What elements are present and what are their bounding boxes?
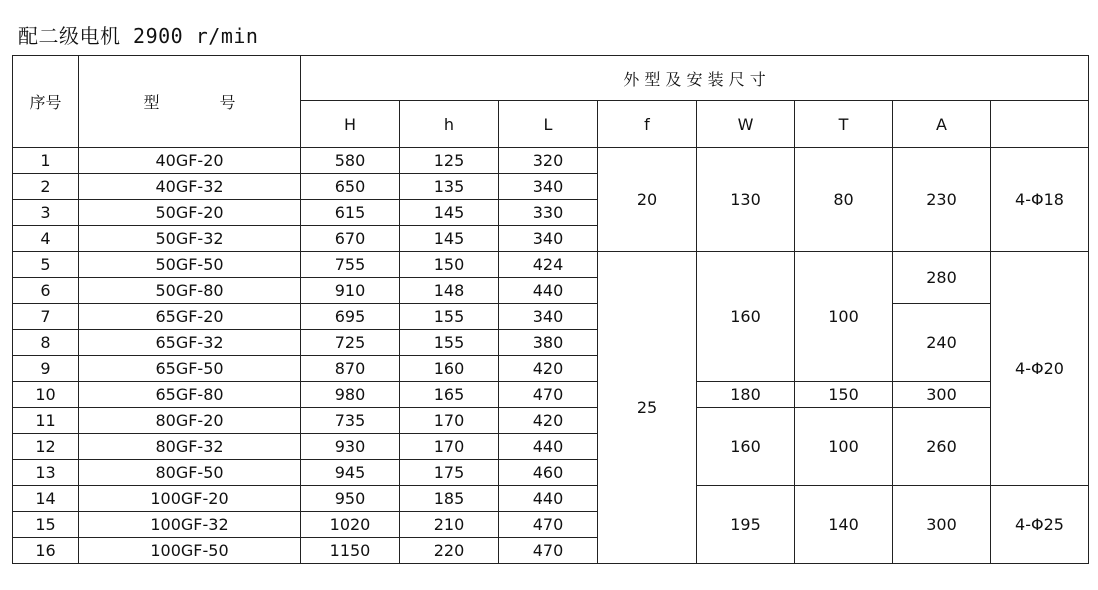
cell-A: 300 bbox=[893, 382, 991, 408]
cell-h: 145 bbox=[400, 200, 499, 226]
cell-seq: 7 bbox=[13, 304, 79, 330]
cell-model: 65GF-80 bbox=[79, 382, 301, 408]
header-col-H: H bbox=[301, 101, 400, 148]
table-row bbox=[13, 382, 1089, 408]
cell-f: 25 bbox=[598, 252, 697, 564]
cell-A: 230 bbox=[893, 148, 991, 252]
cell-W: 160 bbox=[697, 408, 795, 486]
cell-model: 40GF-32 bbox=[79, 174, 301, 200]
cell-H: 870 bbox=[301, 356, 400, 382]
cell-model: 80GF-20 bbox=[79, 408, 301, 434]
header-col-W: W bbox=[697, 101, 795, 148]
header-seq: 序号 bbox=[13, 56, 79, 148]
cell-H: 980 bbox=[301, 382, 400, 408]
header-dimensions-group: 外 型 及 安 装 尺 寸 bbox=[301, 56, 1089, 101]
cell-h: 165 bbox=[400, 382, 499, 408]
cell-seq: 2 bbox=[13, 174, 79, 200]
cell-seq: 12 bbox=[13, 434, 79, 460]
cell-L: 440 bbox=[499, 486, 598, 512]
cell-h: 185 bbox=[400, 486, 499, 512]
cell-L: 424 bbox=[499, 252, 598, 278]
cell-L: 470 bbox=[499, 512, 598, 538]
cell-model: 40GF-20 bbox=[79, 148, 301, 174]
cell-seq: 11 bbox=[13, 408, 79, 434]
table-row bbox=[13, 252, 1089, 278]
cell-seq: 8 bbox=[13, 330, 79, 356]
cell-L: 380 bbox=[499, 330, 598, 356]
cell-H: 725 bbox=[301, 330, 400, 356]
cell-seq: 9 bbox=[13, 356, 79, 382]
cell-h: 220 bbox=[400, 538, 499, 564]
table-row bbox=[13, 148, 1089, 174]
cell-H: 755 bbox=[301, 252, 400, 278]
cell-h: 150 bbox=[400, 252, 499, 278]
header-col-L: L bbox=[499, 101, 598, 148]
cell-seq: 14 bbox=[13, 486, 79, 512]
cell-h: 135 bbox=[400, 174, 499, 200]
cell-h: 170 bbox=[400, 408, 499, 434]
cell-H: 580 bbox=[301, 148, 400, 174]
cell-L: 460 bbox=[499, 460, 598, 486]
cell-T: 100 bbox=[795, 252, 893, 382]
cell-A: 300 bbox=[893, 486, 991, 564]
cell-model: 65GF-32 bbox=[79, 330, 301, 356]
cell-L: 320 bbox=[499, 148, 598, 174]
cell-model: 50GF-80 bbox=[79, 278, 301, 304]
cell-H: 1150 bbox=[301, 538, 400, 564]
cell-L: 340 bbox=[499, 304, 598, 330]
header-col-bolt bbox=[991, 101, 1089, 148]
cell-L: 330 bbox=[499, 200, 598, 226]
cell-L: 440 bbox=[499, 278, 598, 304]
cell-L: 420 bbox=[499, 356, 598, 382]
cell-L: 470 bbox=[499, 382, 598, 408]
cell-model: 50GF-20 bbox=[79, 200, 301, 226]
table-row bbox=[13, 304, 1089, 330]
cell-H: 650 bbox=[301, 174, 400, 200]
table-row bbox=[13, 486, 1089, 512]
cell-H: 1020 bbox=[301, 512, 400, 538]
cell-H: 950 bbox=[301, 486, 400, 512]
cell-H: 615 bbox=[301, 200, 400, 226]
header-col-f: f bbox=[598, 101, 697, 148]
cell-h: 145 bbox=[400, 226, 499, 252]
cell-L: 440 bbox=[499, 434, 598, 460]
cell-model: 50GF-32 bbox=[79, 226, 301, 252]
cell-model: 100GF-32 bbox=[79, 512, 301, 538]
cell-seq: 16 bbox=[13, 538, 79, 564]
cell-H: 945 bbox=[301, 460, 400, 486]
cell-model: 100GF-20 bbox=[79, 486, 301, 512]
cell-H: 930 bbox=[301, 434, 400, 460]
cell-H: 670 bbox=[301, 226, 400, 252]
cell-h: 155 bbox=[400, 330, 499, 356]
cell-L: 470 bbox=[499, 538, 598, 564]
cell-seq: 6 bbox=[13, 278, 79, 304]
cell-T: 80 bbox=[795, 148, 893, 252]
header-model-left: 型 bbox=[143, 93, 160, 112]
header-col-T: T bbox=[795, 101, 893, 148]
cell-L: 340 bbox=[499, 174, 598, 200]
cell-A: 280 bbox=[893, 252, 991, 304]
cell-seq: 3 bbox=[13, 200, 79, 226]
cell-h: 210 bbox=[400, 512, 499, 538]
cell-bolt: 4-Φ25 bbox=[991, 486, 1089, 564]
cell-model: 100GF-50 bbox=[79, 538, 301, 564]
cell-seq: 13 bbox=[13, 460, 79, 486]
cell-model: 65GF-20 bbox=[79, 304, 301, 330]
header-col-A: A bbox=[893, 101, 991, 148]
cell-A: 260 bbox=[893, 408, 991, 486]
cell-W: 195 bbox=[697, 486, 795, 564]
cell-W: 180 bbox=[697, 382, 795, 408]
table-title: 配二级电机 2900 r/min bbox=[18, 24, 259, 48]
cell-seq: 5 bbox=[13, 252, 79, 278]
cell-L: 420 bbox=[499, 408, 598, 434]
cell-seq: 15 bbox=[13, 512, 79, 538]
dimension-table bbox=[12, 55, 1089, 564]
cell-f: 20 bbox=[598, 148, 697, 252]
cell-bolt: 4-Φ18 bbox=[991, 148, 1089, 252]
cell-T: 140 bbox=[795, 486, 893, 564]
cell-model: 50GF-50 bbox=[79, 252, 301, 278]
cell-T: 150 bbox=[795, 382, 893, 408]
header-model-right: 号 bbox=[219, 93, 236, 112]
cell-H: 735 bbox=[301, 408, 400, 434]
cell-model: 80GF-50 bbox=[79, 460, 301, 486]
cell-h: 125 bbox=[400, 148, 499, 174]
table-row bbox=[13, 408, 1089, 434]
cell-h: 160 bbox=[400, 356, 499, 382]
header-col-h: h bbox=[400, 101, 499, 148]
cell-H: 910 bbox=[301, 278, 400, 304]
header-model bbox=[79, 56, 301, 148]
cell-seq: 4 bbox=[13, 226, 79, 252]
cell-h: 170 bbox=[400, 434, 499, 460]
cell-h: 175 bbox=[400, 460, 499, 486]
cell-bolt: 4-Φ20 bbox=[991, 252, 1089, 486]
cell-model: 65GF-50 bbox=[79, 356, 301, 382]
cell-H: 695 bbox=[301, 304, 400, 330]
cell-W: 130 bbox=[697, 148, 795, 252]
cell-seq: 1 bbox=[13, 148, 79, 174]
cell-seq: 10 bbox=[13, 382, 79, 408]
cell-L: 340 bbox=[499, 226, 598, 252]
cell-A: 240 bbox=[893, 304, 991, 382]
cell-h: 148 bbox=[400, 278, 499, 304]
cell-T: 100 bbox=[795, 408, 893, 486]
cell-h: 155 bbox=[400, 304, 499, 330]
cell-W: 160 bbox=[697, 252, 795, 382]
cell-model: 80GF-32 bbox=[79, 434, 301, 460]
